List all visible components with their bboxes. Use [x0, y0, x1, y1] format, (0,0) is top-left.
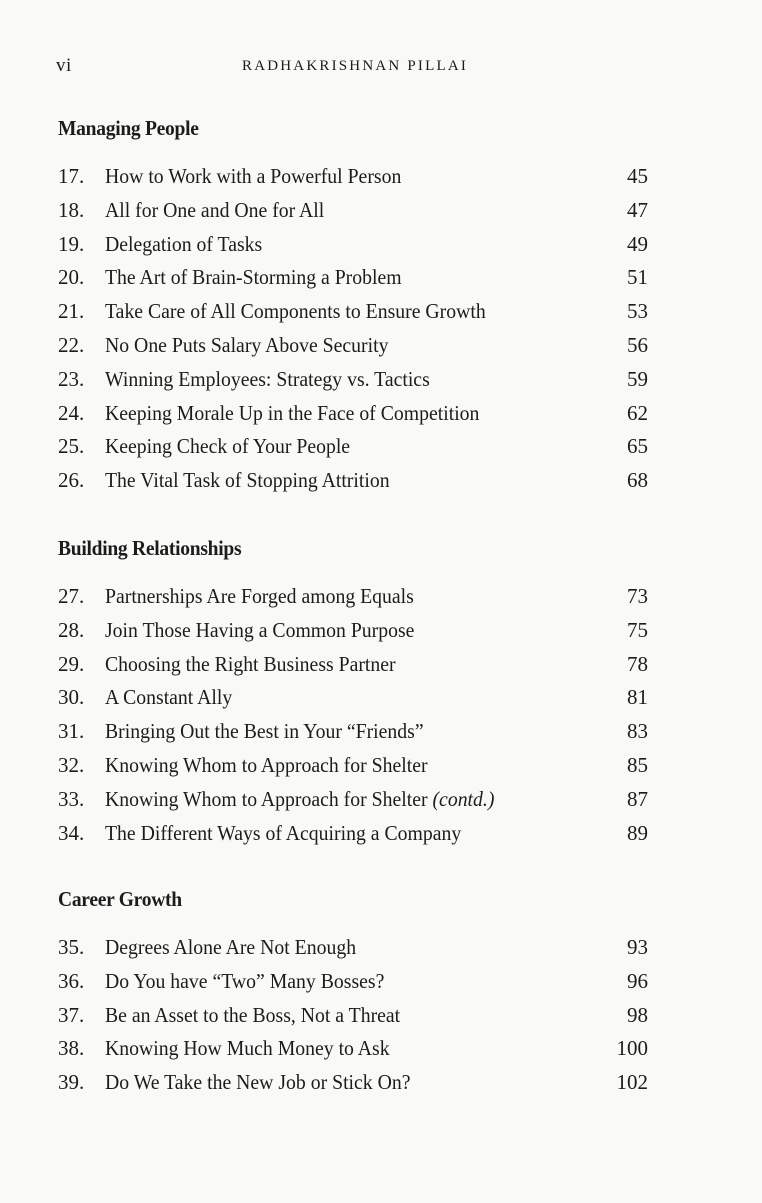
toc-entry [58, 329, 648, 363]
toc-entry [58, 614, 648, 648]
toc-entry [58, 999, 648, 1033]
chapter-title [105, 648, 396, 682]
page-number: 62 [627, 400, 648, 425]
chapter-title [105, 464, 390, 498]
toc-entry [58, 783, 648, 817]
chapter-number: 25. [58, 434, 85, 459]
chapter-title [105, 783, 494, 817]
toc-section-managing-people [58, 113, 648, 498]
chapter-title-text: How to Work with a Powerful Person [105, 164, 402, 188]
chapter-title [105, 261, 402, 295]
page-number: 65 [627, 434, 648, 459]
chapter-number: 35. [58, 935, 85, 959]
page-number: 51 [627, 265, 648, 290]
chapter-title [105, 715, 424, 749]
page-number: 81 [627, 685, 648, 710]
toc-entry [58, 397, 648, 431]
chapter-number: 34. [58, 820, 85, 845]
chapter-number: 38. [58, 1036, 85, 1061]
chapter-title-text: The Different Ways of Acquiring a Company [105, 820, 462, 845]
toc-entry [58, 160, 648, 194]
page-number: 89 [627, 820, 648, 845]
chapter-number: 29. [58, 651, 85, 676]
chapter-title-text: All for One and One for All [105, 197, 325, 222]
chapter-title-text: No One Puts Salary Above Security [105, 332, 389, 357]
page-number: 59 [627, 366, 648, 391]
chapter-title [105, 295, 486, 329]
chapter-title-text: Be an Asset to the Boss, Not a Threat [105, 1002, 401, 1027]
toc-entry [58, 749, 648, 783]
page-number: 85 [627, 752, 648, 777]
page-number: 96 [627, 968, 648, 993]
toc-entry [58, 931, 648, 965]
chapter-title-text: Do We Take the New Job or Stick On? [105, 1070, 411, 1095]
chapter-title-text: Bringing Out the Best in Your “Friends” [105, 719, 424, 744]
entry-list [58, 931, 648, 1100]
toc-entry [58, 580, 648, 614]
chapter-title-text: Partnerships Are Forged among Equals [105, 584, 414, 608]
toc-entry [58, 648, 648, 682]
toc-entry [58, 715, 648, 749]
page-number: 93 [627, 935, 648, 959]
chapter-title [105, 1032, 390, 1066]
chapter-title [105, 397, 479, 431]
page-number: 73 [627, 584, 648, 608]
toc-entry [58, 363, 648, 397]
chapter-title [105, 363, 430, 397]
chapter-number: 36. [58, 968, 85, 993]
entry-list [58, 160, 648, 498]
toc-entry [58, 228, 648, 262]
toc-section-building-relationships [58, 533, 648, 850]
chapter-number: 22. [58, 332, 85, 357]
chapter-title-text: The Art of Brain-Storming a Problem [105, 265, 402, 290]
chapter-title [105, 999, 400, 1033]
chapter-title [105, 228, 262, 262]
chapter-title-text: Do You have “Two” Many Bosses? [105, 968, 385, 993]
page-number: 75 [627, 617, 648, 642]
chapter-number: 23. [58, 366, 85, 391]
chapter-title-text: Take Care of All Components to Ensure Growth [105, 299, 486, 324]
page-number: 83 [627, 719, 648, 744]
page-number: 102 [616, 1070, 648, 1095]
chapter-number: 32. [58, 752, 85, 777]
chapter-title-text: Knowing How Much Money to Ask [105, 1036, 390, 1061]
section-title: Managing People [58, 116, 199, 140]
chapter-number: 30. [58, 685, 85, 710]
toc-entry [58, 965, 648, 999]
running-head [56, 55, 656, 79]
chapter-title [105, 430, 350, 464]
running-title: RADHAKRISHNAN PILLAI [242, 58, 469, 74]
chapter-title [105, 614, 414, 648]
chapter-title-text: Degrees Alone Are Not Enough [105, 935, 357, 959]
chapter-number: 26. [58, 468, 85, 493]
toc-entry [58, 681, 648, 715]
chapter-title [105, 749, 428, 783]
chapter-title [105, 931, 356, 965]
chapter-title-text: Knowing Whom to Approach for Shelter [105, 752, 428, 777]
chapter-title-text: Delegation of Tasks [105, 231, 263, 256]
chapter-number: 39. [58, 1070, 85, 1095]
chapter-title [105, 1066, 411, 1100]
page-number: 98 [627, 1002, 648, 1027]
chapter-title [105, 329, 388, 363]
section-title: Building Relationships [58, 536, 242, 560]
page-number: 49 [627, 231, 648, 256]
chapter-title-text: Keeping Morale Up in the Face of Competition [105, 400, 480, 425]
page-number: 53 [627, 299, 648, 324]
chapter-number: 24. [58, 400, 85, 425]
chapter-title [105, 160, 401, 194]
chapter-title-text: The Vital Task of Stopping Attrition [105, 468, 390, 493]
chapter-number: 31. [58, 719, 85, 744]
chapter-title-text: Knowing Whom to Approach for Shelter [105, 786, 433, 811]
toc-entry [58, 430, 648, 464]
chapter-title-text: Join Those Having a Common Purpose [105, 617, 415, 642]
chapter-number: 17. [58, 164, 85, 188]
page-number: 68 [627, 468, 648, 493]
chapter-title [105, 681, 232, 715]
page-number: 47 [627, 197, 648, 222]
chapter-number: 27. [58, 584, 85, 608]
chapter-title [105, 965, 384, 999]
section-title: Career Growth [58, 887, 182, 911]
page-folio: vi [56, 55, 72, 76]
chapter-title [105, 580, 414, 614]
chapter-title-text: Choosing the Right Business Partner [105, 651, 396, 676]
chapter-title-text: Keeping Check of Your People [105, 434, 351, 459]
page-number: 100 [616, 1036, 648, 1061]
toc-entry [58, 817, 648, 851]
page-number: 78 [627, 651, 648, 676]
chapter-number: 28. [58, 617, 85, 642]
toc-entry [58, 464, 648, 498]
chapter-title [105, 194, 324, 228]
toc-entry [58, 194, 648, 228]
chapter-title [105, 817, 461, 851]
chapter-number: 20. [58, 265, 85, 290]
page-number: 45 [627, 164, 648, 188]
toc-entry [58, 1032, 648, 1066]
chapter-number: 18. [58, 197, 85, 222]
toc-entry [58, 295, 648, 329]
chapter-title-suffix: (contd.) [432, 786, 495, 811]
chapter-title-text: A Constant Ally [105, 685, 233, 710]
chapter-title-text: Winning Employees: Strategy vs. Tactics [105, 366, 430, 391]
toc-entry [58, 1066, 648, 1100]
page-number: 56 [627, 332, 648, 357]
chapter-number: 21. [58, 299, 85, 324]
chapter-number: 19. [58, 231, 85, 256]
entry-list [58, 580, 648, 850]
toc-entry [58, 261, 648, 295]
chapter-number: 37. [58, 1002, 85, 1027]
toc-section-career-growth [58, 884, 648, 1100]
chapter-number: 33. [58, 786, 85, 811]
page-number: 87 [627, 786, 648, 811]
